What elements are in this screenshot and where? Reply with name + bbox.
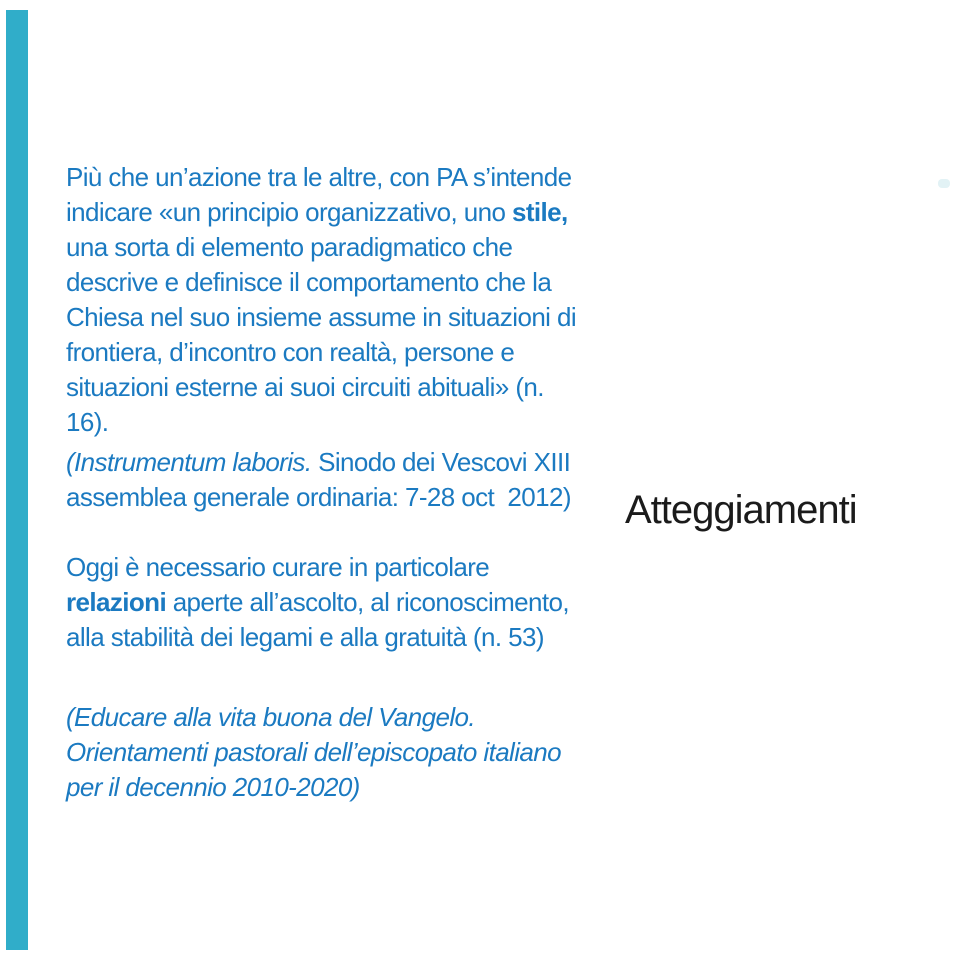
text-run: (Instrumentum laboris. <box>66 447 312 477</box>
right-edge-mark <box>938 179 950 188</box>
text-run: descrive e definisce il comportamento che la <box>66 267 552 297</box>
text-run: aperte all’ascolto, al riconoscimento, <box>166 587 569 617</box>
text-line <box>66 585 614 620</box>
text-run: una sorta di elemento paradigmatico che <box>66 232 513 262</box>
text-line <box>66 370 614 405</box>
text-line <box>66 480 614 515</box>
body-text-column <box>66 160 614 805</box>
text-line <box>66 335 614 370</box>
text-line <box>66 770 614 805</box>
text-run: frontiera, d’incontro con realtà, persone e <box>66 337 515 367</box>
text-line <box>66 265 614 300</box>
text-line <box>66 620 614 655</box>
text-run: assemblea generale ordinaria: 7-28 oct 2012) <box>66 482 571 512</box>
text-line <box>66 445 614 480</box>
text-run: 16). <box>66 407 109 437</box>
text-run: Sinodo dei Vescovi XIII <box>311 447 571 477</box>
text-run: relazioni <box>66 587 167 617</box>
text-run: situazioni esterne ai suoi circuiti abituali» (n. <box>66 372 544 402</box>
text-run: (Educare alla vita buona del Vangelo. <box>66 702 476 732</box>
text-run: Orientamenti pastorali dell’episcopato italiano <box>66 737 561 767</box>
educare-citation <box>66 700 614 805</box>
text-line <box>66 195 614 230</box>
instrumentum-citation <box>66 445 614 515</box>
text-run: Chiesa nel suo insieme assume in situazioni di <box>66 302 577 332</box>
relazioni-quote <box>66 550 614 655</box>
text-run: Più che un’azione tra le altre, con PA s’intende <box>66 162 572 192</box>
pa-definition-quote <box>66 160 614 440</box>
text-line <box>66 735 614 770</box>
text-line <box>66 405 614 440</box>
text-run: Oggi è necessario curare in particolare <box>66 552 490 582</box>
text-run: stile, <box>511 197 568 227</box>
slide-title: Atteggiamenti <box>625 488 857 532</box>
text-run: per il decennio 2010-2020) <box>66 772 360 802</box>
text-line <box>66 300 614 335</box>
text-line <box>66 700 614 735</box>
left-accent-bar <box>6 10 28 950</box>
text-line <box>66 230 614 265</box>
text-line <box>66 550 614 585</box>
text-run: alla stabilità dei legami e alla gratuità (n. 53) <box>66 622 544 652</box>
text-run: indicare «un principio organizzativo, uno <box>66 197 512 227</box>
text-line <box>66 160 614 195</box>
